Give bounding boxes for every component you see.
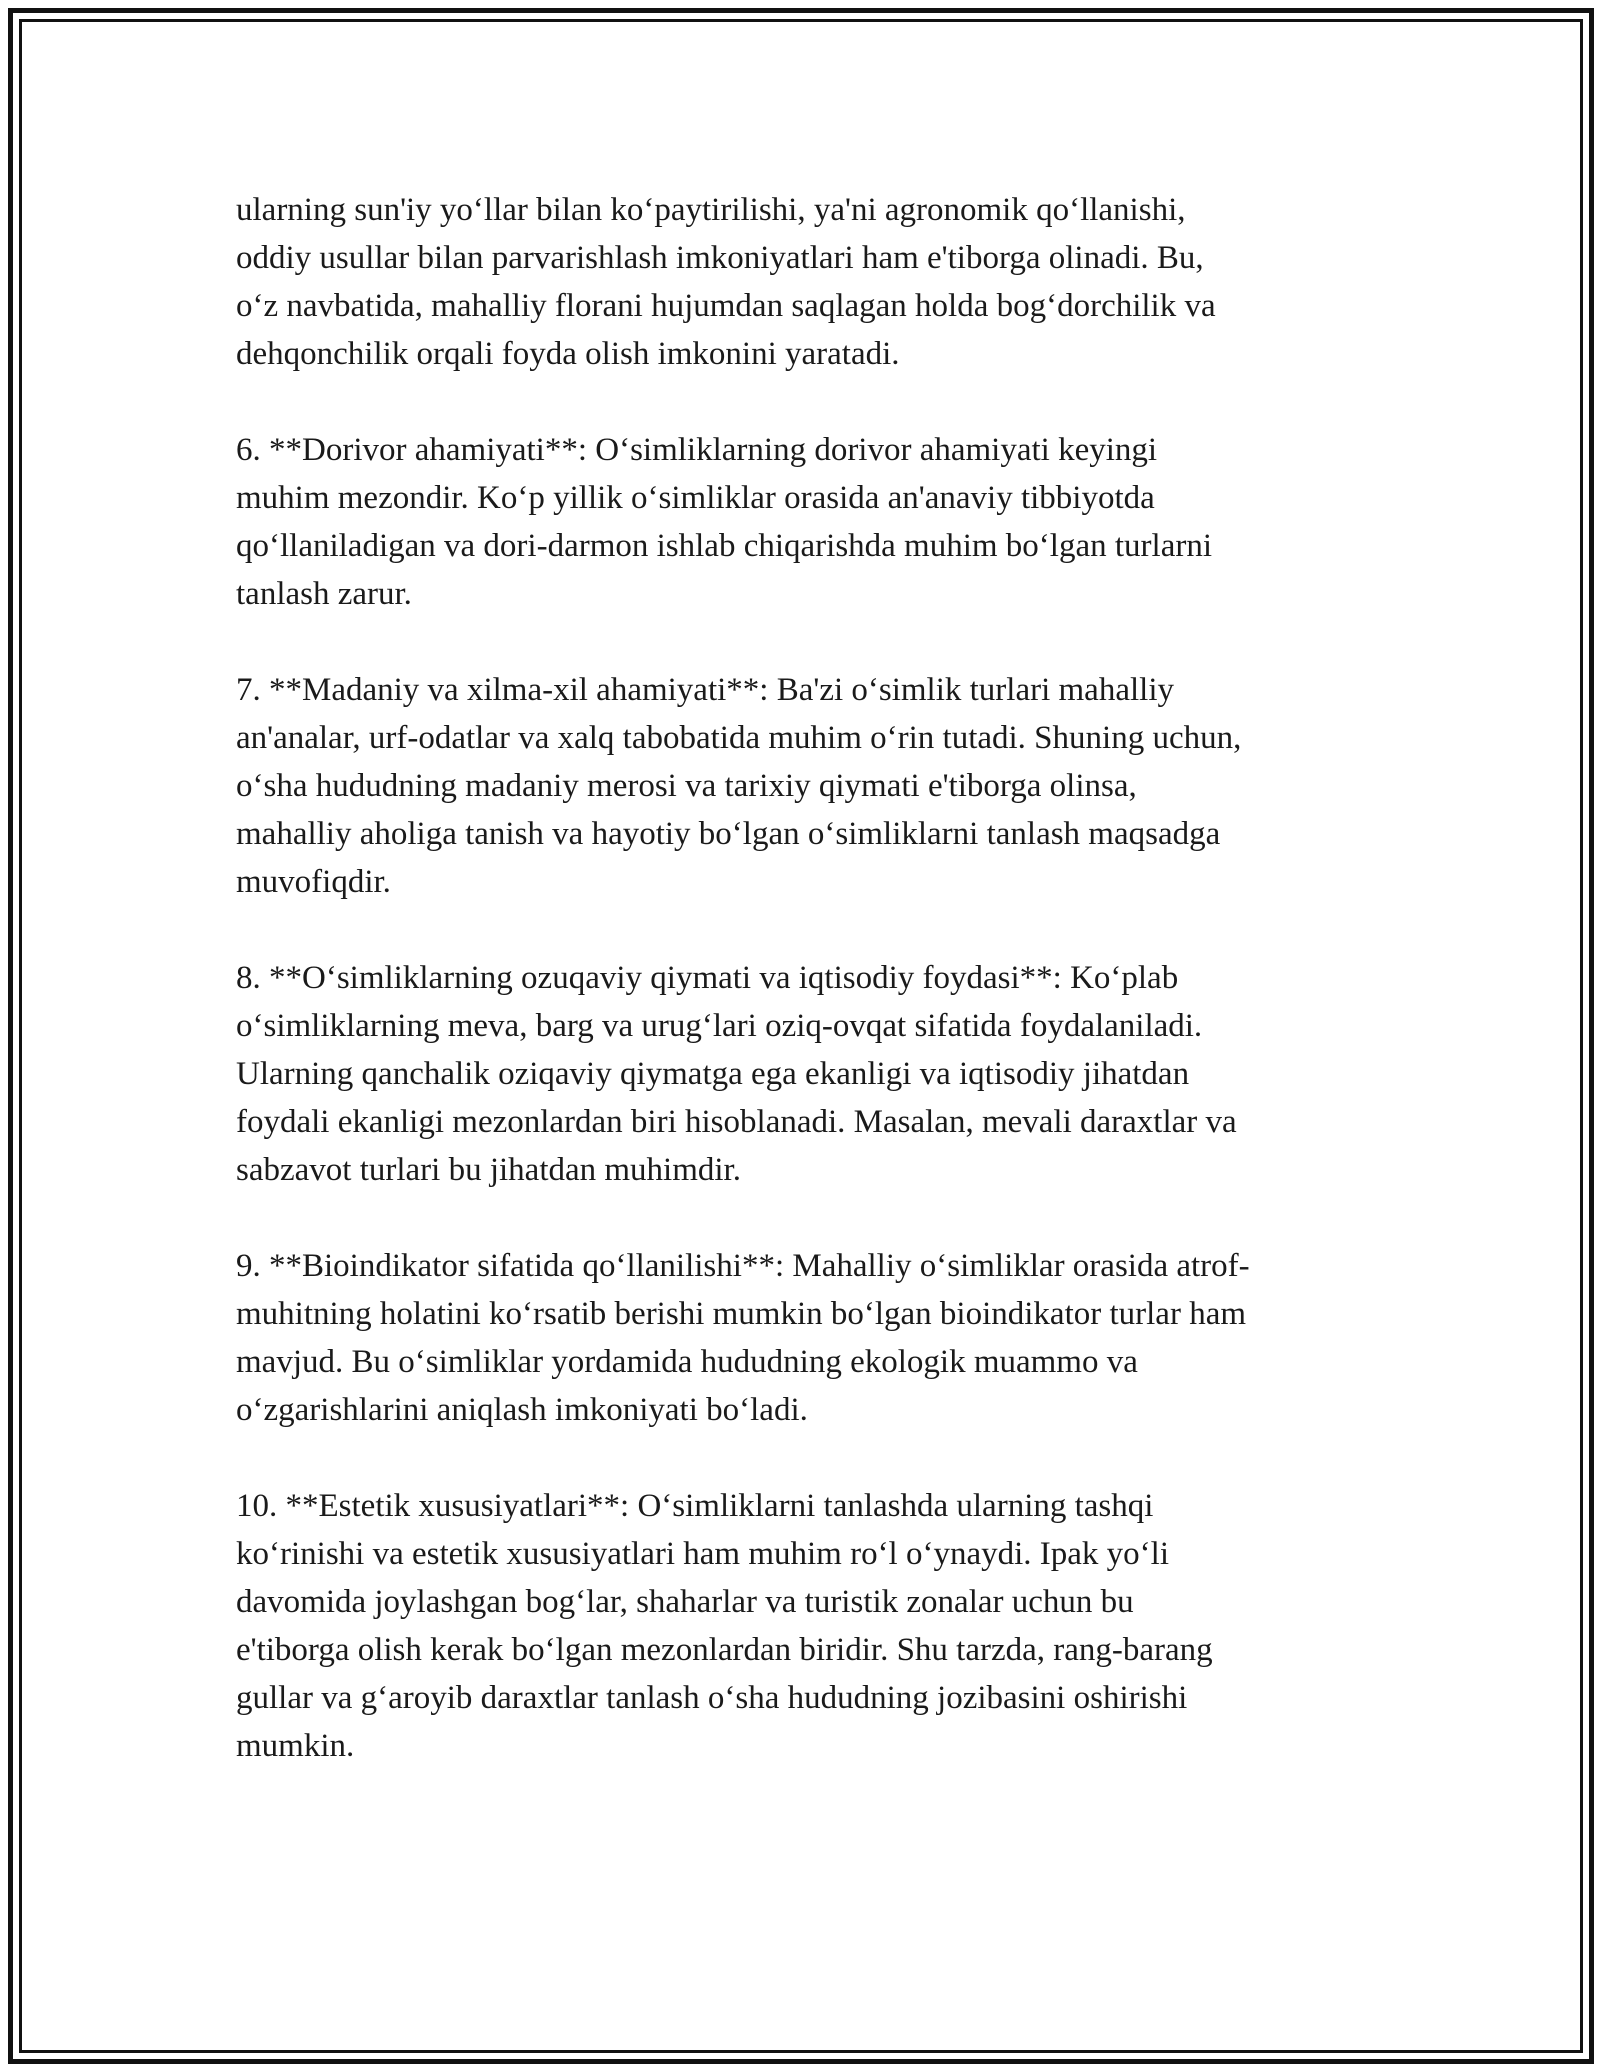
text-line: mahalliy aholiga tanish va hayotiy bo‘lgan o‘simliklarni tanlash maqsadga [236,816,1221,852]
paragraph-item-9 [236,1242,1376,1434]
text-line: mumkin. [236,1728,355,1764]
text-line: muhitning holatini ko‘rsatib berishi mumkin bo‘lgan bioindikator turlar ham [236,1296,1247,1332]
text-line: gullar va g‘aroyib daraxtlar tanlash o‘sha hududning jozibasini oshirishi [236,1680,1188,1716]
paragraph-item-8 [236,954,1376,1194]
text-line: muvofiqdir. [236,864,391,900]
text-line: 9. **Bioindikator sifatida qo‘llanilishi**: Mahalliy o‘simliklar orasida atrof- [236,1248,1250,1284]
paragraph-intro-continuation [236,186,1376,378]
text-line: tanlash zarur. [236,576,412,612]
text-line: o‘zgarishlarini aniqlash imkoniyati bo‘ladi. [236,1392,808,1428]
text-line: muhim mezondir. Ko‘p yillik o‘simliklar orasida an'anaviy tibbiyotda [236,480,1155,516]
text-line: 8. **O‘simliklarning ozuqaviy qiymati va iqtisodiy foydasi**: Ko‘plab [236,960,1179,996]
text-line: sabzavot turlari bu jihatdan muhimdir. [236,1152,741,1188]
text-line: mavjud. Bu o‘simliklar yordamida hududning ekologik muammo va [236,1344,1138,1380]
text-line: davomida joylashgan bog‘lar, shaharlar va turistik zonalar uchun bu [236,1584,1134,1620]
text-line: oddiy usullar bilan parvarishlash imkoniyatlari ham e'tiborga olinadi. Bu, [236,240,1204,276]
document-body [236,186,1376,1818]
text-line: dehqonchilik orqali foyda olish imkonini yaratadi. [236,336,900,372]
paragraph-item-10 [236,1482,1376,1770]
text-line: o‘z navbatida, mahalliy florani hujumdan saqlagan holda bog‘dorchilik va [236,288,1216,324]
text-line: Ularning qanchalik oziqaviy qiymatga ega ekanligi va iqtisodiy jihatdan [236,1056,1190,1092]
text-line: qo‘llaniladigan va dori-darmon ishlab chiqarishda muhim bo‘lgan turlarni [236,528,1212,564]
text-line: o‘sha hududning madaniy merosi va tarixiy qiymati e'tiborga olinsa, [236,768,1137,804]
text-line: 10. **Estetik xususiyatlari**: O‘simliklarni tanlashda ularning tashqi [236,1488,1154,1524]
text-line: foydali ekanligi mezonlardan biri hisoblanadi. Masalan, mevali daraxtlar va [236,1104,1237,1140]
text-line: o‘simliklarning meva, barg va urug‘lari oziq-ovqat sifatida foydalaniladi. [236,1008,1203,1044]
paragraph-item-6 [236,426,1376,618]
text-line: 7. **Madaniy va xilma-xil ahamiyati**: Ba'zi o‘simlik turlari mahalliy [236,672,1174,708]
text-line: ularning sun'iy yo‘llar bilan ko‘paytirilishi, ya'ni agronomik qo‘llanishi, [236,192,1186,228]
text-line: ko‘rinishi va estetik xususiyatlari ham muhim ro‘l o‘ynaydi. Ipak yo‘li [236,1536,1169,1572]
text-line: e'tiborga olish kerak bo‘lgan mezonlardan biridir. Shu tarzda, rang-barang [236,1632,1213,1668]
text-line: 6. **Dorivor ahamiyati**: O‘simliklarning dorivor ahamiyati keyingi [236,432,1158,468]
text-line: an'analar, urf-odatlar va xalq tabobatida muhim o‘rin tutadi. Shuning uchun, [236,720,1242,756]
paragraph-item-7 [236,666,1376,906]
